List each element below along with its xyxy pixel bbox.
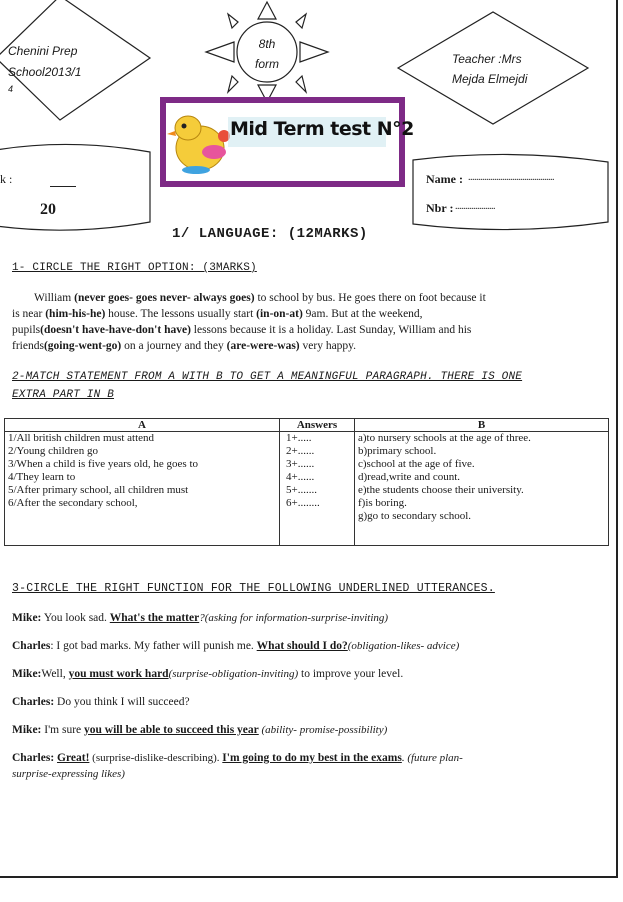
function-options[interactable]: (surprise-dislike-describing). (89, 752, 223, 764)
school-diamond-shape (0, 0, 150, 120)
name-field: ........................................... (468, 172, 554, 183)
function-options[interactable]: (surprise-obligation-inviting) (168, 668, 299, 680)
column-b-cell (355, 432, 609, 546)
function-options[interactable]: surprise-expressing likes) (12, 768, 125, 780)
speaker-mike: Mike: (12, 612, 42, 624)
column-header-answers: Answers (280, 419, 355, 432)
banner-title: Mid Term test N°2 (230, 118, 414, 140)
speaker-charles: Charles (12, 640, 51, 652)
underlined-utterance: you must work hard (68, 668, 169, 680)
mark-label: k : (0, 172, 13, 186)
option-5[interactable]: (going-went-go) (43, 340, 122, 352)
answer-blank[interactable]: 3+...... (286, 458, 315, 470)
underlined-utterance: I'm going to do my best in the exams (222, 752, 402, 764)
school-name-line1: Chenini Prep (8, 44, 78, 58)
task2-heading-line2: EXTRA PART IN B (12, 389, 115, 401)
answer-blank[interactable]: 1+..... (286, 432, 312, 444)
answer-blank[interactable]: 2+...... (286, 445, 315, 457)
option-3[interactable]: (in-on-at) (256, 308, 303, 320)
nbr-label: Nbr : (426, 201, 454, 215)
underlined-utterance: What's the matter (109, 612, 200, 624)
speaker-mike: Mike: (12, 724, 42, 736)
speaker-charles: Charles: (12, 696, 55, 708)
a-item: 1/All british children must attend (8, 432, 155, 444)
a-item: 4/They learn to (8, 471, 76, 483)
b-item: c)school at the age of five. (358, 458, 475, 470)
name-scroll-shape (413, 154, 608, 229)
answer-blank[interactable]: 6+........ (286, 497, 320, 509)
task1-heading: 1- CIRCLE THE RIGHT OPTION: (3MARKS) (12, 262, 257, 274)
speaker-charles: Charles: (12, 752, 55, 764)
answers-cell (280, 432, 355, 546)
school-name-line2: School2013/1 (8, 65, 82, 79)
b-item: e)the students choose their university. (358, 484, 524, 496)
option-6[interactable]: (are-were-was) (226, 340, 300, 352)
option-4[interactable]: (doesn't have-have-don't have) (40, 324, 191, 336)
function-options[interactable]: . (future plan- (401, 752, 463, 764)
school-name-line3: 4 (8, 84, 14, 94)
mark-total: 20 (40, 201, 56, 218)
task2-heading-line1: 2-MATCH STATEMENT FROM A WITH B TO GET A MEANINGFUL PARAGRAPH. THERE IS ONE (12, 371, 523, 383)
b-item: g)go to secondary school. (358, 510, 472, 522)
b-item: a)to nursery schools at the age of three. (358, 432, 531, 444)
speaker-mike: Mike: (12, 668, 42, 680)
mark-scroll-shape (0, 144, 150, 230)
b-item: b)primary school. (358, 445, 437, 457)
column-header-a: A (5, 419, 280, 432)
dialogue-line-3: Mike:Well, you must work hard(surprise-obligation-inviting) to improve your level. (12, 668, 404, 680)
function-options[interactable]: (obligation-likes- advice) (347, 640, 460, 652)
underlined-utterance: you will be able to succeed this year (84, 724, 259, 736)
grade-sun-shape (206, 2, 328, 102)
answer-blank[interactable]: 4+...... (286, 471, 315, 483)
function-options[interactable]: ?(asking for information-surprise-inviting) (199, 612, 389, 624)
underlined-utterance: What should I do? (256, 640, 348, 652)
grade-line1: 8th (258, 37, 276, 51)
match-table (4, 418, 609, 546)
section-title: 1/ LANGUAGE: (12MARKS) (172, 226, 368, 242)
column-header-b: B (355, 419, 609, 432)
teacher-line1: Teacher :Mrs (452, 52, 522, 66)
b-item: d)read,write and count. (358, 471, 461, 483)
dialogue-line-1: Mike: You look sad. What's the matter?(asking for information-surprise-inviting) (12, 612, 389, 624)
b-item: f)is boring. (358, 497, 407, 509)
underlined-utterance: Great! (57, 752, 90, 764)
a-item: 5/After primary school, all children must (8, 484, 189, 496)
dialogue-line-6b (12, 767, 602, 782)
option-2[interactable]: (him-his-he) (45, 308, 106, 320)
dialogue-line-4: Charles: Do you think I will succeed? (12, 696, 190, 708)
grade-line2: form (255, 57, 279, 71)
column-a-cell (5, 432, 280, 546)
task3-heading: 3-CIRCLE THE RIGHT FUNCTION FOR THE FOLLOWING UNDERLINED UTTERANCES. (12, 582, 495, 595)
mark-blank (50, 186, 76, 187)
a-item: 2/Young children go (8, 445, 98, 457)
teacher-diamond-shape (398, 12, 588, 124)
dialogue-line-6 (12, 751, 602, 766)
a-item: 3/When a child is five years old, he goes to (8, 458, 199, 470)
dialogue-line-5: Mike: I'm sure you will be able to succeed this year (ability- promise-possibility) (12, 724, 388, 736)
answer-blank[interactable]: 5+....... (286, 484, 317, 496)
teacher-line2: Mejda Elmejdi (452, 72, 528, 86)
option-1[interactable]: (never goes- goes never- always goes) (74, 292, 255, 304)
a-item: 6/After the secondary school, (8, 497, 138, 509)
nbr-field: .................... (455, 201, 495, 212)
task1-paragraph: William (never goes- goes never- always goes) to school by bus. He goes there on foot because it is near (him-his-he) house. The lessons usually start (in-on-at) 9am. But at the weekend, pupils(doesn't have-have-don't have) lessons because it is a holiday. Last Sunday, William and his friends(going-went-go) on a journey and they (are-were-was) very happy. (12, 292, 486, 352)
name-label: Name : (426, 172, 463, 186)
dialogue-line-2: Charles: I got bad marks. My father will punish me. What should I do?(obligation-likes- advice) (12, 640, 460, 652)
function-options[interactable]: (ability- promise-possibility) (258, 724, 388, 736)
